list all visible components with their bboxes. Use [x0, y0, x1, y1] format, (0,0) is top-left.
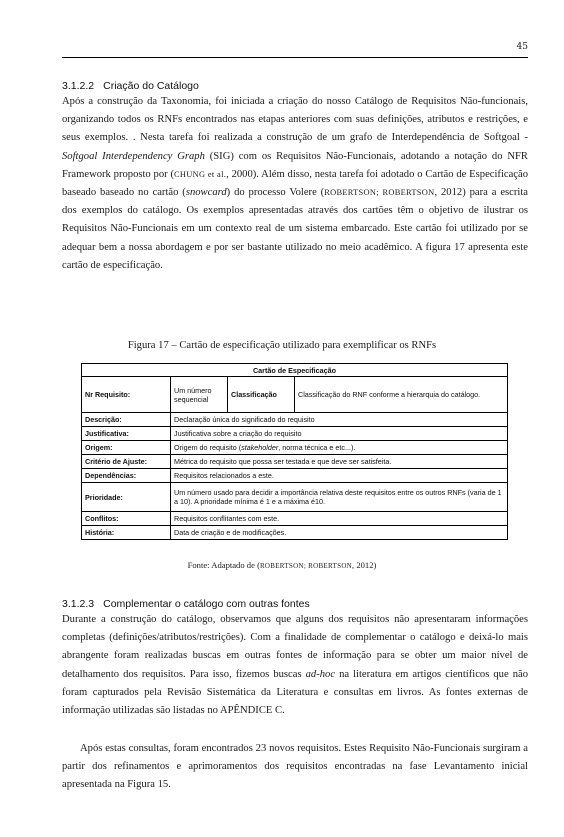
- row-label: Conflitos:: [82, 512, 171, 526]
- text-run: , 2012) para a escrita dos exemplos do catálogo. Os exemplos apresentadas através dos cartões têm o objetivo de ilustrar os Requisitos Não-Funcionais em um contexto real de um sistema embarcado. Este cartão foi utilizado por se adequar bem a nossa abordagem e por ser bastante utilizado no meio acadêmico. A figura 17 apresenta este cartão de especificação.: [62, 187, 528, 271]
- row-value: Requisitos relacionados a este.: [171, 469, 508, 483]
- text-run: , 2012): [352, 560, 377, 570]
- section-number: 3.1.2.3: [62, 598, 95, 610]
- page-number: 45: [516, 42, 528, 52]
- card-row: [82, 413, 508, 427]
- row-label: Prioridade:: [82, 483, 171, 512]
- row-value: Declaração única do significado do requisito: [171, 413, 508, 427]
- row-value: [171, 441, 508, 455]
- header-rule: [62, 57, 528, 58]
- row-value: Um número usado para decidir a importância relativa deste requisitos entre os outros RNFs (varia de 1 a 10). A prioridade mínima é 1 e a máxima é10.: [171, 483, 508, 512]
- citation: ROBERTSON; ROBERTSON: [259, 562, 353, 570]
- card-row: [82, 483, 508, 512]
- text-run: Fonte: Adaptado de (: [187, 560, 260, 570]
- card-row: [82, 469, 508, 483]
- card-row: [82, 455, 508, 469]
- card-title: Cartão de Especificação: [82, 364, 508, 377]
- text-run: (SIG) com os Requisitos Não-Funcionais, adotando a notação do NFR Framework proposto por (: [62, 150, 528, 180]
- text-run: , norma técnica e etc...).: [278, 443, 356, 452]
- section-title: Criação do Catálogo: [103, 80, 199, 92]
- citation: CHUNG et al.: [174, 169, 227, 179]
- text-run: Origem do requisito (: [174, 443, 242, 452]
- section-number: 3.1.2.2: [62, 80, 95, 92]
- italic-term: Softgoal Interdependency Graph: [62, 150, 205, 162]
- classificacao-label: Classificação: [228, 377, 295, 413]
- row-value: Justificativa sobre a criação do requisito: [171, 427, 508, 441]
- paragraph-new-requirements: Após estas consultas, foram encontrados 23 novos requisitos. Estes Requisito Não-Funcionais surgiram a partir dos refinamentos e aprimoramentos dos requisitos encontradas na fase Levantamento inicial apresentada na Figura 15.: [62, 743, 528, 791]
- nr-requisito-label: Nr Requisito:: [82, 377, 171, 413]
- paragraph-catalog-creation: [62, 93, 528, 275]
- italic-term: ad-hoc: [305, 668, 336, 680]
- row-value: Data de criação e de modificações.: [171, 526, 508, 540]
- row-label: Justificativa:: [82, 427, 171, 441]
- text-run: Durante a construção do catálogo, observamos que alguns dos requisitos não apresentaram informações completas (definições/atributos/restrições). Com a finalidade de complementar o catálogo e deixá-lo mais abrangente foram realizadas buscas em outras fontes de informação para se obter um maior nível de detalhamento dos requisitos. Para isso, fizemos buscas: [62, 614, 528, 680]
- figure-caption: Figura 17 – Cartão de especificação utilizado para exemplificar os RNFs: [127, 340, 437, 351]
- card-row: [82, 512, 508, 526]
- paragraph-complement-catalog: [62, 611, 528, 720]
- row-value: Métrica do requisito que possa ser testada e que deve ser satisfeita.: [171, 455, 508, 469]
- text-run: ) do processo Volere (: [226, 187, 325, 199]
- text-run: na literatura em artigos científicos que não foram capturados pela Revisão Sistemática da Literatura e consultas em livros. As fontes externas de informação utilizadas são listadas no APÊNDICE C.: [62, 668, 528, 717]
- section-title: Complementar o catálogo com outras fontes: [103, 598, 310, 610]
- row-label: Critério de Ajuste:: [82, 455, 171, 469]
- italic-term: snowcard: [185, 187, 227, 199]
- text-run: , 2000). Além disso, nesta tarefa foi adotado o Cartão de Especificação baseado baseado no cartão (: [62, 168, 528, 199]
- section-heading-3-1-2-2: [62, 80, 199, 92]
- row-label: Descrição:: [82, 413, 171, 427]
- text-run: Após a construção da Taxonomia, foi iniciada a criação do nosso Catálogo de Requisitos Não-funcionais, organizando todos os RNFs encontrados nas etapas anteriores com suas definições, atributos e restrições, e seus exemplos. . Nesta tarefa foi realizada a construção de um grafo de Interdependência de Softgoal -: [62, 96, 528, 144]
- row-label: Dependências:: [82, 469, 171, 483]
- figure-source: [0, 560, 564, 570]
- citation: ROBERTSON; ROBERTSON: [324, 188, 435, 198]
- card-row: [82, 441, 508, 455]
- row-label: Origem:: [82, 441, 171, 455]
- nr-requisito-value: Um número sequencial: [171, 377, 228, 413]
- row-value: Requisitos conflitantes com este.: [171, 512, 508, 526]
- section-heading-3-1-2-3: [62, 598, 310, 610]
- classificacao-value: Classificação do RNF conforme a hierarquia do catálogo.: [295, 377, 508, 413]
- card-row: [82, 427, 508, 441]
- specification-card-table: [81, 363, 508, 540]
- card-row: [82, 526, 508, 540]
- italic-term: stakeholder: [241, 443, 279, 452]
- row-label: História:: [82, 526, 171, 540]
